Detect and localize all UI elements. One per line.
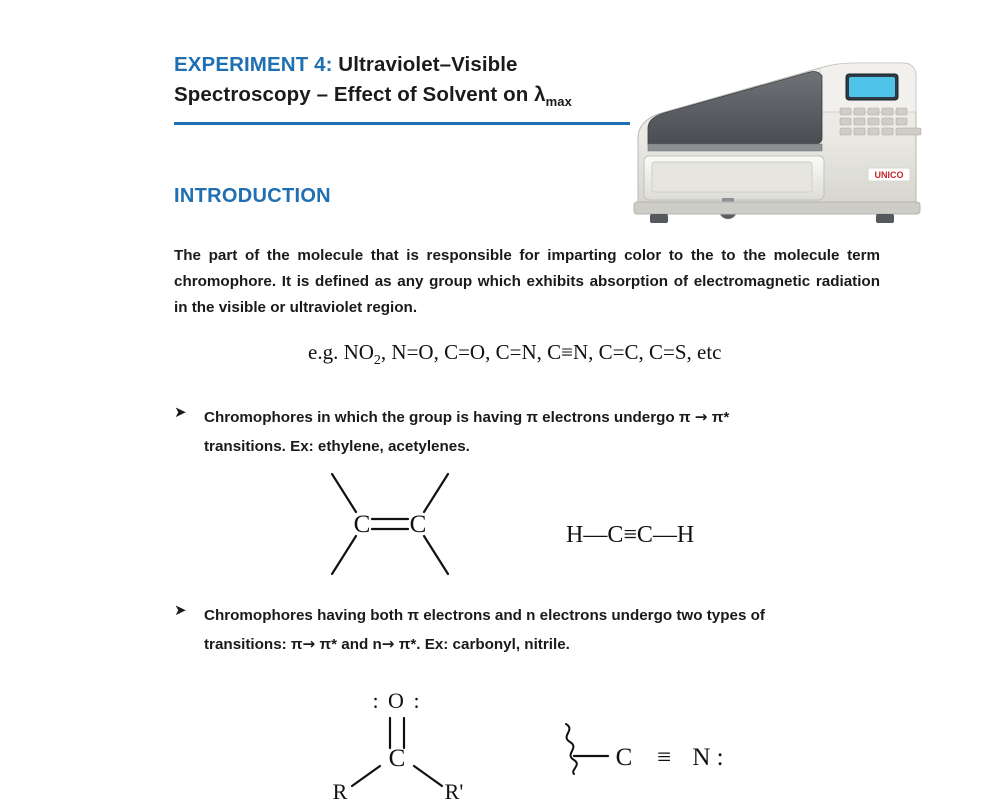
bullet-marker-icon: ➤ <box>174 403 187 421</box>
carbonyl-structure <box>312 686 482 800</box>
instrument-brand-text: UNICO <box>874 170 904 180</box>
lambda-max-subscript: max <box>545 94 572 110</box>
carbonyl-r-right: R' <box>444 779 464 800</box>
carbonyl-r-left: R <box>332 779 348 800</box>
bullet-item-pi-transitions <box>174 403 884 461</box>
bullet-2-part1: Chromophores having both π electrons and n electrons undergo two types of <box>204 607 765 624</box>
title-line-2 <box>174 80 634 117</box>
bullet-1-arrow-icon: → <box>694 408 708 426</box>
bullet-1-part1: Chromophores in which the group is having π electrons undergo π <box>204 409 695 426</box>
bullet-1-text <box>204 403 884 461</box>
chromophore-examples-line <box>308 340 722 369</box>
nitrile-squiggle-bond <box>566 724 577 774</box>
bullet-marker-icon-2: ➤ <box>174 601 187 619</box>
nitrile-triple-bond-glyph: ≡ <box>656 744 672 771</box>
experiment-label: EXPERIMENT 4: <box>174 53 333 76</box>
carbonyl-carbon-label: C <box>388 745 406 772</box>
bullet-2-line2-c: π*. Ex: carbonyl, nitrile. <box>394 636 570 653</box>
intro-paragraph: The part of the molecule that is responsible for imparting color to the to the molecule term chromophore. It is defined as any group which exhibits absorption of electromagnetic radiation in the visible or ultraviolet region. <box>174 247 880 316</box>
title-line-1 <box>174 50 634 80</box>
section-heading-introduction: INTRODUCTION <box>174 185 331 207</box>
bullet-2-line2-b: π* and n <box>315 636 382 653</box>
bullet-2-arrow-icon-2: → <box>381 635 395 653</box>
title-line-1-rest: Ultraviolet–Visible <box>332 53 518 76</box>
ethylene-structure <box>320 468 460 580</box>
examples-rest: , N=O, C=O, C=N, C≡N, C=C, C=S, etc <box>380 340 722 364</box>
acetylene-structure: H—C≡C—H <box>566 522 695 548</box>
examples-prefix: e.g. NO <box>308 340 374 364</box>
bullet-2-arrow-icon-1: → <box>302 635 316 653</box>
examples-subscript: 2 <box>373 353 381 369</box>
bullet-1-line2: transitions. Ex: ethylene, acetylenes. <box>204 438 470 455</box>
nitrile-carbon-label: C <box>615 744 633 771</box>
bullet-1-part2: π* <box>707 409 730 426</box>
ethylene-carbon-right: C <box>409 511 427 538</box>
nitrile-nitrogen-label: N : <box>692 744 724 771</box>
nitrile-structure <box>556 716 736 792</box>
document-title <box>174 50 634 117</box>
ethylene-carbon-left: C <box>353 511 371 538</box>
bullet-2-line2-a: transitions: π <box>204 636 303 653</box>
title-line-2-text: Spectroscopy – Effect of Solvent on λ <box>174 83 546 106</box>
bullet-2-text <box>204 601 884 659</box>
carbonyl-oxygen-label: : O : <box>372 688 422 713</box>
bullet-item-n-pi-transitions <box>174 601 884 659</box>
title-underline-rule <box>174 122 630 125</box>
uv-visible-spectrophotometer-image <box>624 52 930 234</box>
